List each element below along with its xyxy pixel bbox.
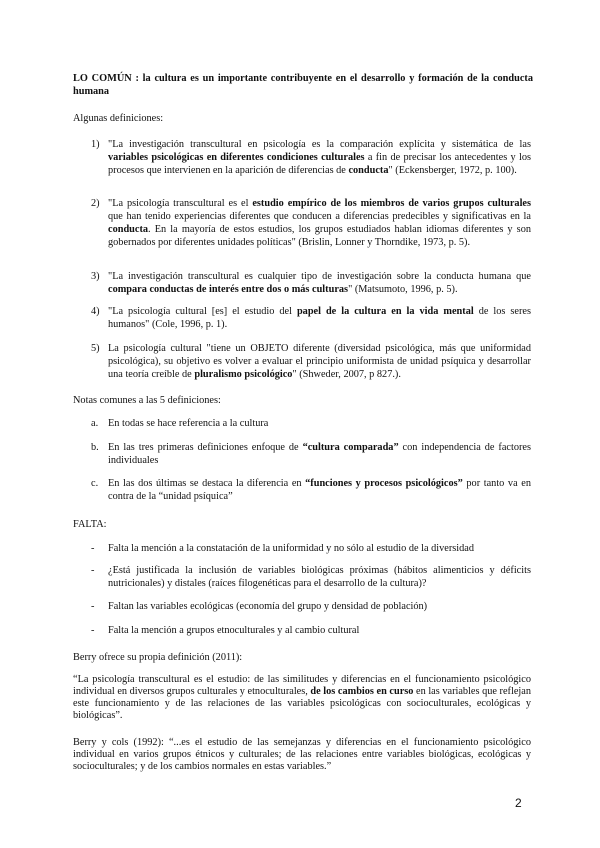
text-run: En todas se hace referencia a la cultura bbox=[108, 418, 269, 429]
falta-text bbox=[108, 542, 531, 555]
text-run: “La psicología transcultural es el estudio: de las similitudes y diferencias en el funcionamiento psicológico individual en diversos grupos culturales y etnoculturales, bbox=[73, 674, 531, 697]
note-text bbox=[108, 417, 531, 430]
dash-bullet: - bbox=[91, 601, 95, 612]
text-run: "La investigación transcultural en psicología es la comparación explícita y sistemática de las bbox=[108, 139, 531, 150]
note-letter: b. bbox=[91, 442, 99, 453]
text-run: "La psicología cultural [es] el estudio del bbox=[108, 306, 297, 317]
falta-heading: FALTA: bbox=[73, 519, 107, 530]
text-run: en las variables que reflejan este funcionamiento y de las relaciones de las variables psicológicas con socioculturales, ecológicas y biológicas”. bbox=[73, 686, 531, 721]
bold-text: “cultura comparada” bbox=[302, 442, 399, 453]
dash-bullet: - bbox=[91, 565, 95, 576]
definition-number: 5) bbox=[91, 343, 100, 354]
definition-text bbox=[108, 138, 531, 177]
text-run: Falta la mención a la constatación de la uniformidad y no sólo al estudio de la diversidad bbox=[108, 543, 475, 554]
text-run: " (Shweder, 2007, p 827.). bbox=[292, 369, 401, 380]
page-number: 2 bbox=[515, 796, 522, 810]
note-letter: a. bbox=[91, 418, 99, 429]
text-run: La psicología cultural "tiene un OBJETO diferente (diversidad psicológica, más que uniformidad psicológica), su objetivo es volver a evaluar el principio uniformista de unidad psíquica y desarrollar una teoría creíble de bbox=[108, 343, 531, 380]
falta-text bbox=[108, 564, 531, 590]
bold-text: de los cambios en curso bbox=[310, 686, 414, 697]
definition-text bbox=[108, 197, 531, 249]
bold-text: “funciones y procesos psicológicos” bbox=[305, 478, 463, 489]
page-title: LO COMÚN : la cultura es un importante contribuyente en el desarrollo y formación de la conducta humana bbox=[73, 73, 533, 97]
text-run: En las dos últimas se destaca la diferencia en bbox=[108, 478, 306, 489]
text-run: "La investigación transcultural es cualquier tipo de investigación sobre la conducta humana que bbox=[108, 271, 531, 282]
text-run: "La psicología transcultural es el bbox=[108, 198, 253, 209]
definition-number: 2) bbox=[91, 198, 100, 209]
falta-text bbox=[108, 624, 531, 637]
bold-text: pluralismo psicológico bbox=[194, 369, 293, 380]
bold-text: papel de la cultura en la vida mental bbox=[296, 306, 474, 317]
text-run: Berry y cols (1992): “...es el estudio de las semejanzas y diferencias en el funcionamiento psicológico individual en varios grupos étnicos y culturales; de las relaciones entre variables biológicas, ecológicas y socioculturales; y de los cambios normales en estas variables.” bbox=[73, 737, 531, 772]
berry-cols-quote bbox=[73, 737, 531, 773]
bold-text: conducta bbox=[108, 224, 149, 235]
text-run: . En la mayoría de estos estudios, los grupos estudiados hablan idiomas diferentes y son gobernados por diferentes unidades políticas" (Brislin, Lonner y Thorndike, 1973, p. 5). bbox=[108, 224, 531, 248]
dash-bullet: - bbox=[91, 625, 95, 636]
notes-heading: Notas comunes a las 5 definiciones: bbox=[73, 395, 221, 406]
text-run: Faltan las variables ecológicas (economía del grupo y densidad de población) bbox=[108, 601, 428, 612]
text-run: " (Eckensberger, 1972, p. 100). bbox=[388, 165, 517, 176]
text-run: En las tres primeras definiciones enfoque de bbox=[108, 442, 303, 453]
text-run: por tanto va en contra de la “unidad psíquica” bbox=[108, 478, 531, 502]
bold-text: compara conductas de interés entre dos o más culturas bbox=[108, 284, 349, 295]
bold-text: conducta bbox=[348, 165, 389, 176]
text-run: " (Matsumoto, 1996, p. 5). bbox=[348, 284, 458, 295]
text-run: ¿Está justificada la inclusión de variables biológicas próximas (hábitos alimenticios y déficits nutricionales) y distales (raíces filogenéticas para el desarrollo de la cultura)? bbox=[108, 565, 531, 589]
definition-text bbox=[108, 305, 531, 331]
definition-number: 4) bbox=[91, 306, 100, 317]
text-run: a fin de precisar los antecedentes y los procesos que intervienen en la aparición de diferencias de bbox=[108, 152, 531, 176]
dash-bullet: - bbox=[91, 543, 95, 554]
berry-intro: Berry ofrece su propia definición (2011): bbox=[73, 652, 243, 663]
bold-text: estudio empírico de los miembros de varios grupos culturales bbox=[252, 198, 532, 209]
berry-quote bbox=[73, 674, 531, 722]
definition-number: 3) bbox=[91, 271, 100, 282]
falta-text bbox=[108, 600, 531, 613]
note-text bbox=[108, 441, 531, 467]
text-run: que han tenido experiencias diferentes que conducen a diferencias predecibles y significativas en la bbox=[108, 211, 531, 222]
bold-text: variables psicológicas en diferentes condiciones culturales bbox=[108, 152, 365, 163]
note-text bbox=[108, 477, 531, 503]
note-letter: c. bbox=[91, 478, 99, 489]
text-run: con independencia de factores individuales bbox=[108, 442, 532, 466]
intro-text: Algunas definiciones: bbox=[73, 113, 164, 124]
definition-text bbox=[108, 342, 531, 381]
definition-number: 1) bbox=[91, 139, 100, 150]
definition-text bbox=[108, 270, 531, 296]
text-run: de los seres humanos" (Cole, 1996, p. 1). bbox=[108, 306, 531, 330]
text-run: Falta la mención a grupos etnoculturales y al cambio cultural bbox=[108, 625, 360, 636]
